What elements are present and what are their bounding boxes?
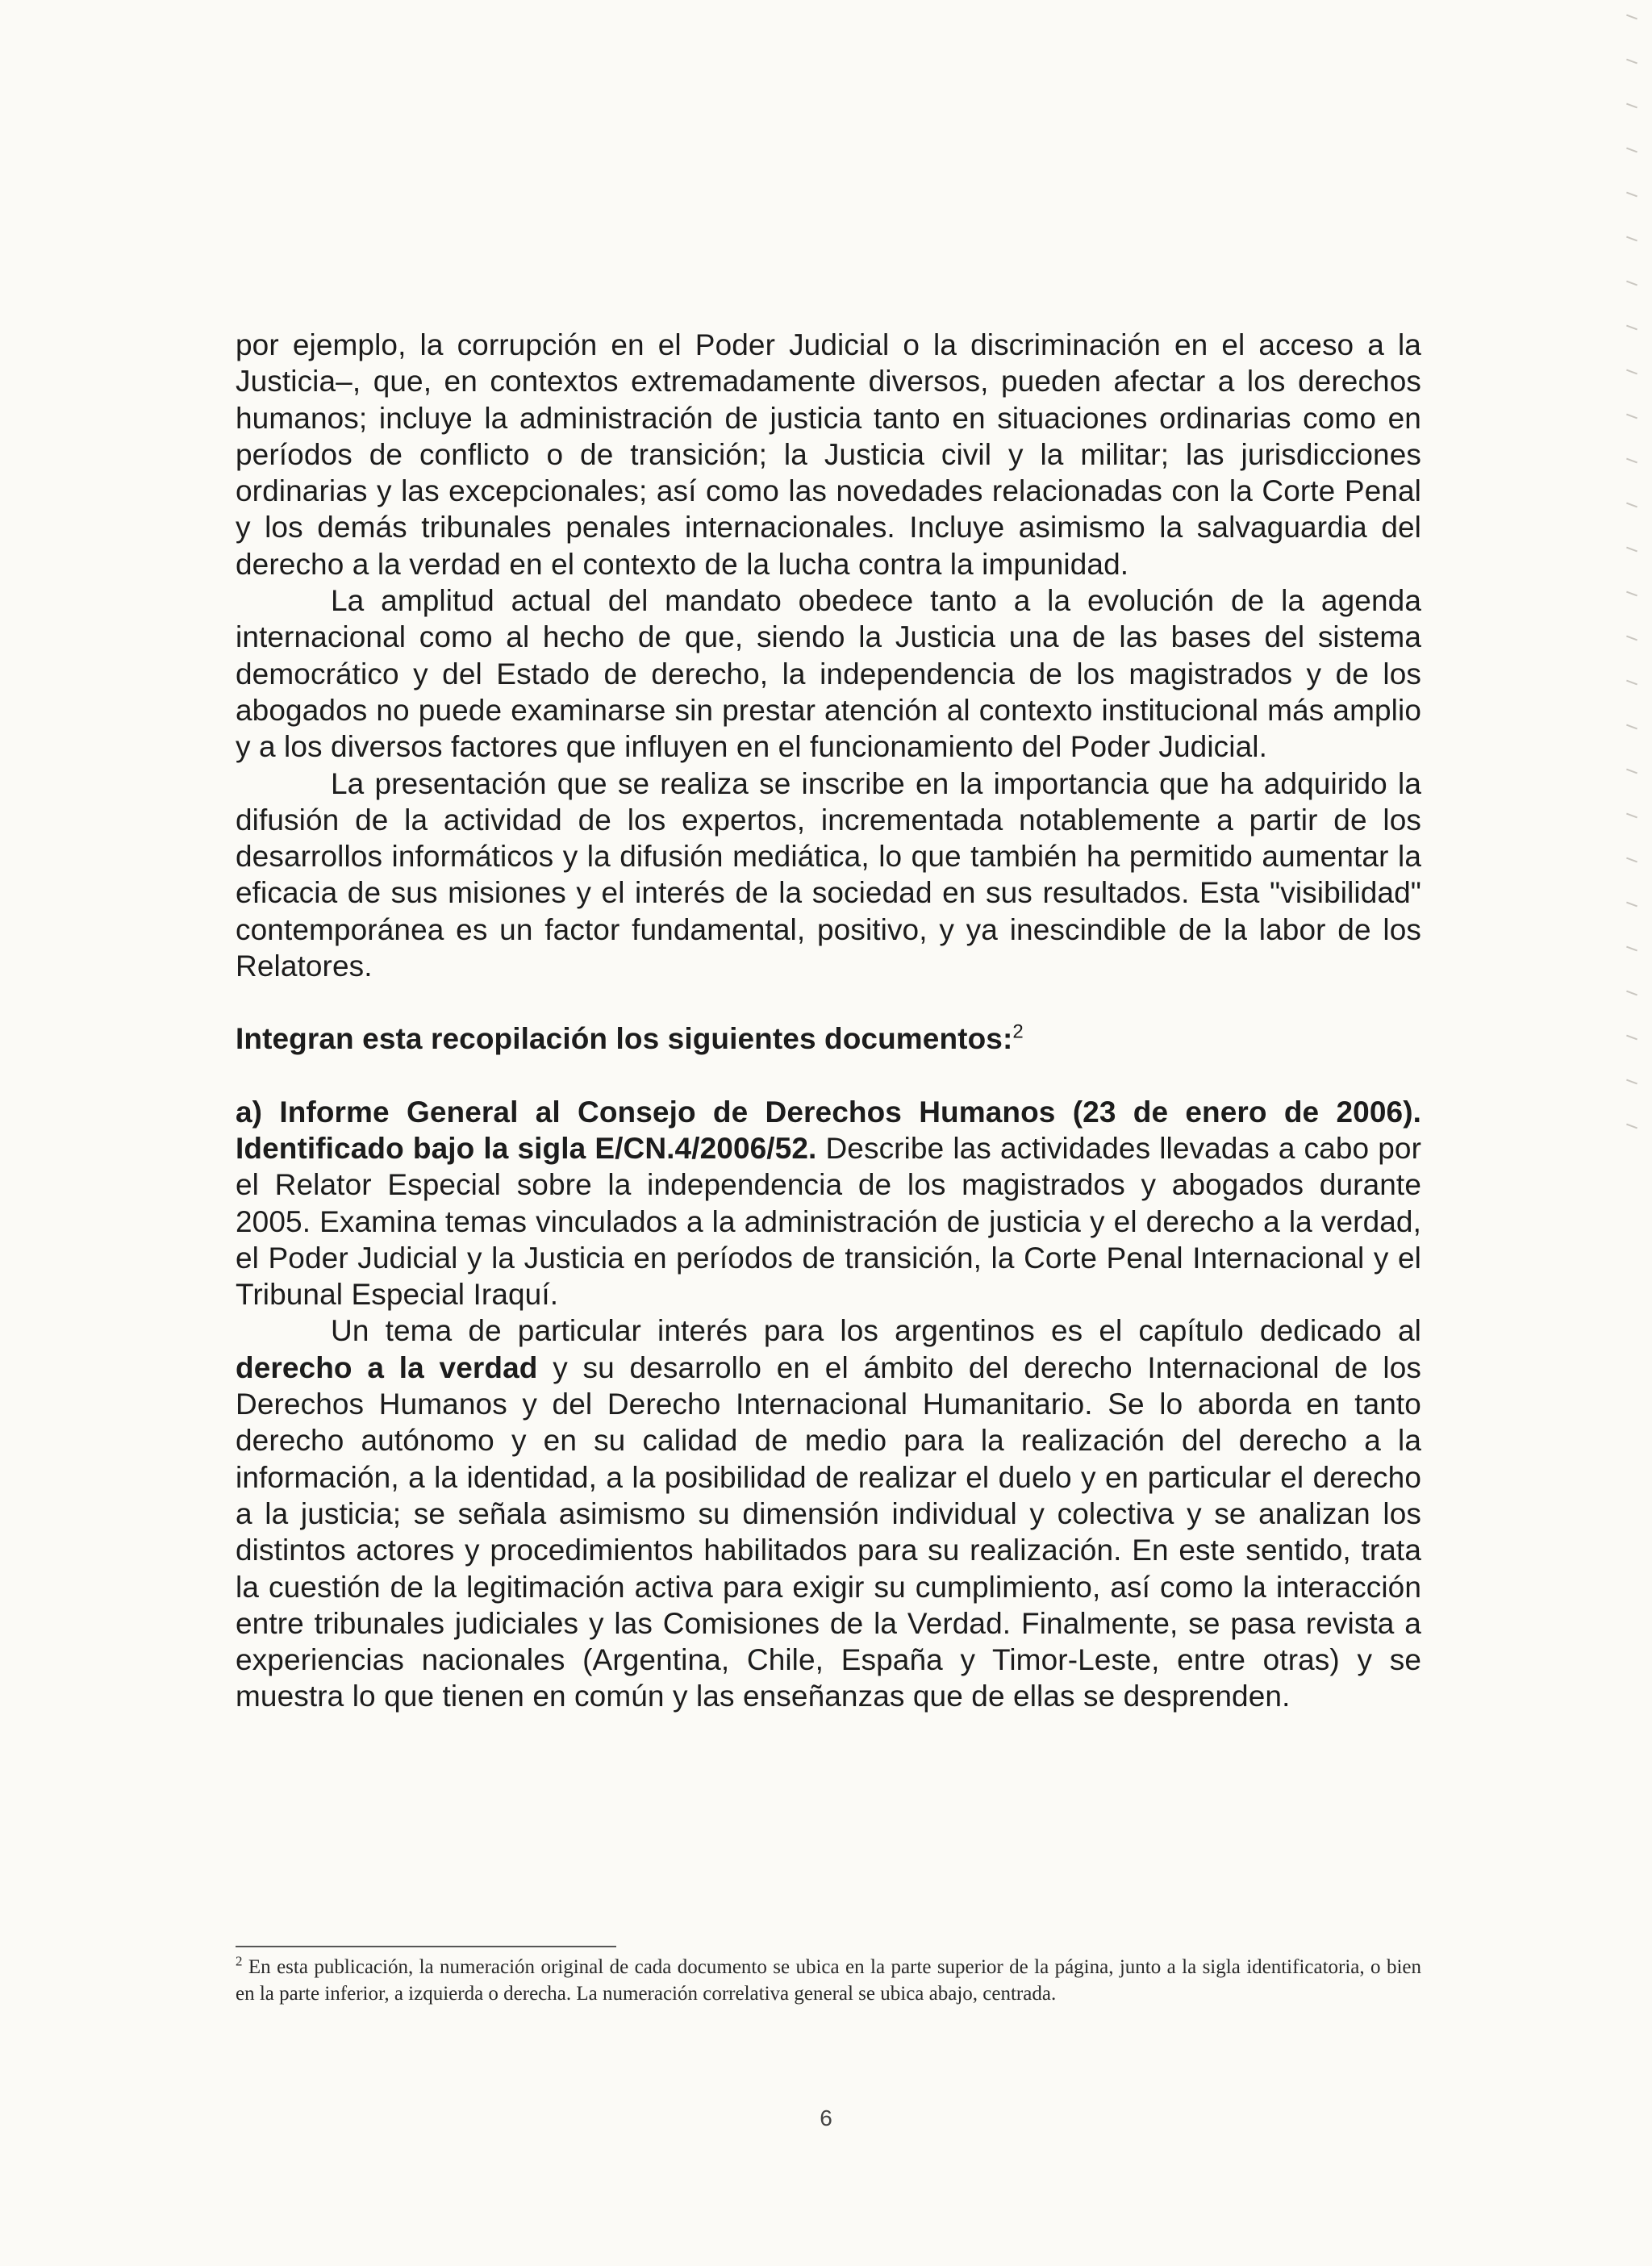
scan-tick bbox=[1626, 858, 1637, 863]
scan-tick bbox=[1626, 813, 1637, 819]
scan-tick bbox=[1626, 902, 1637, 908]
footnote-reference: 2 bbox=[1012, 1021, 1024, 1044]
scan-tick bbox=[1626, 414, 1637, 419]
item-a-title: a) Informe General al Consejo de Derechos Humanos (23 de enero de 2006). Identificado bajo la sigla E/CN.4/2006/52. bbox=[236, 1095, 1421, 1165]
spacer bbox=[236, 1058, 1421, 1094]
footnote bbox=[236, 1954, 1421, 2007]
scan-tick bbox=[1626, 369, 1637, 375]
scan-tick bbox=[1626, 591, 1637, 597]
scan-tick bbox=[1626, 769, 1637, 774]
paragraph-5-start: Un tema de particular interés para los argentinos es el capítulo dedicado al bbox=[331, 1314, 1421, 1348]
paragraph-5-emphasis: derecho a la verdad bbox=[236, 1350, 538, 1384]
scan-tick bbox=[1626, 59, 1637, 65]
scan-tick bbox=[1626, 15, 1637, 20]
paragraph-5-end: y su desarrollo en el ámbito del derecho Internacional de los Derechos Humanos y del Derecho Internacional Humanitario. Se lo aborda en tanto derecho autónomo y en su calidad de medio para la realización del derecho a la información, a la identidad, a la posibilidad de realizar el duelo y en particular el derecho a la justicia; se señala asimismo su dimensión individual y colectiva y se analizan los distintos actores y procedimientos habilitados para su realización. En este sentido, trata la cuestión de la legitimación activa para exigir su cumplimiento, así como la interacción entre tribunales judiciales y las Comisiones de la Verdad. Finalmente, se pasa revista a experiencias nacionales (Argentina, Chile, España y Timor-Leste, entre otras) y se muestra lo que tienen en común y las enseñanzas que de ellas se desprenden. bbox=[236, 1350, 1421, 1713]
scan-tick bbox=[1626, 458, 1637, 464]
paragraph-3: La presentación que se realiza se inscribe en la importancia que ha adquirido la difusión de la actividad de los expertos, incrementada notablemente a partir de los desarrollos informáticos y la difusión mediática, lo que también ha permitido aumentar la eficacia de sus misiones y el interés de la sociedad en sus resultados. Esta "visibilidad" contemporánea es un factor fundamental, positivo, y ya inescindible de la labor de los Relatores. bbox=[236, 766, 1421, 983]
footnote-divider bbox=[236, 1946, 616, 1947]
page-number: 6 bbox=[820, 2105, 832, 2130]
spacer bbox=[236, 984, 1421, 1020]
paragraph-5 bbox=[236, 1312, 1421, 1714]
scan-tick bbox=[1626, 991, 1637, 996]
scan-tick bbox=[1626, 503, 1637, 508]
body-text bbox=[236, 327, 1421, 1715]
paragraph-1: por ejemplo, la corrupción en el Poder Judicial o la discriminación en el acceso a la Justicia–, que, en contextos extremadamente diversos, pueden afectar a los derechos humanos; incluye la administración de justicia tanto en situaciones ordinarias como en períodos de conflicto o de transición; la Justicia civil y la militar; las jurisdicciones ordinarias y las excepcionales; así como las novedades relacionadas con la Corte Penal y los demás tribunales penales internacionales. Incluye asimismo la salvaguardia del derecho a la verdad en el contexto de la lucha contra la impunidad. bbox=[236, 328, 1421, 581]
scan-binding-marks bbox=[1604, 16, 1652, 1178]
scan-tick bbox=[1626, 946, 1637, 952]
scan-tick bbox=[1626, 1079, 1637, 1085]
scan-tick bbox=[1626, 547, 1637, 553]
item-a bbox=[236, 1094, 1421, 1313]
scan-tick bbox=[1626, 281, 1637, 286]
scan-tick bbox=[1626, 636, 1637, 641]
scan-tick bbox=[1626, 192, 1637, 198]
section-heading-text: Integran esta recopilación los siguientes documentos: bbox=[236, 1022, 1013, 1056]
scan-tick bbox=[1626, 724, 1637, 730]
scan-tick bbox=[1626, 236, 1637, 242]
scan-tick bbox=[1626, 680, 1637, 686]
scan-tick bbox=[1626, 1124, 1637, 1129]
item-a-description: Describe las actividades llevadas a cabo por el Relator Especial sobre la independencia de los magistrados y abogados durante 2005. Examina temas vinculados a la administración de justicia y el derecho a la verdad, el Poder Judicial y la Justicia en períodos de transición, la Corte Penal Internacional y el Tribunal Especial Iraquí. bbox=[236, 1131, 1422, 1312]
section-heading bbox=[236, 1020, 1421, 1057]
scan-tick bbox=[1626, 1035, 1637, 1041]
scan-tick bbox=[1626, 148, 1637, 153]
scan-tick bbox=[1626, 325, 1637, 331]
paragraph-2: La amplitud actual del mandato obedece tanto a la evolución de la agenda internacional como al hecho de que, siendo la Justicia una de las bases del sistema democrático y del Estado de derecho, la independencia de los magistrados y de los abogados no puede examinarse sin prestar atención al contexto institucional más amplio y a los diversos factores que influyen en el funcionamiento del Poder Judicial. bbox=[236, 584, 1421, 764]
footnote-text: En esta publicación, la numeración original de cada documento se ubica en la parte superior de la página, junto a la sigla identificatoria, o bien en la parte inferior, a izquierda o derecha. La numeración correlativa general se ubica abajo, centrada. bbox=[236, 1956, 1421, 2005]
footnote-number: 2 bbox=[236, 1953, 243, 1969]
scan-tick bbox=[1626, 103, 1637, 109]
